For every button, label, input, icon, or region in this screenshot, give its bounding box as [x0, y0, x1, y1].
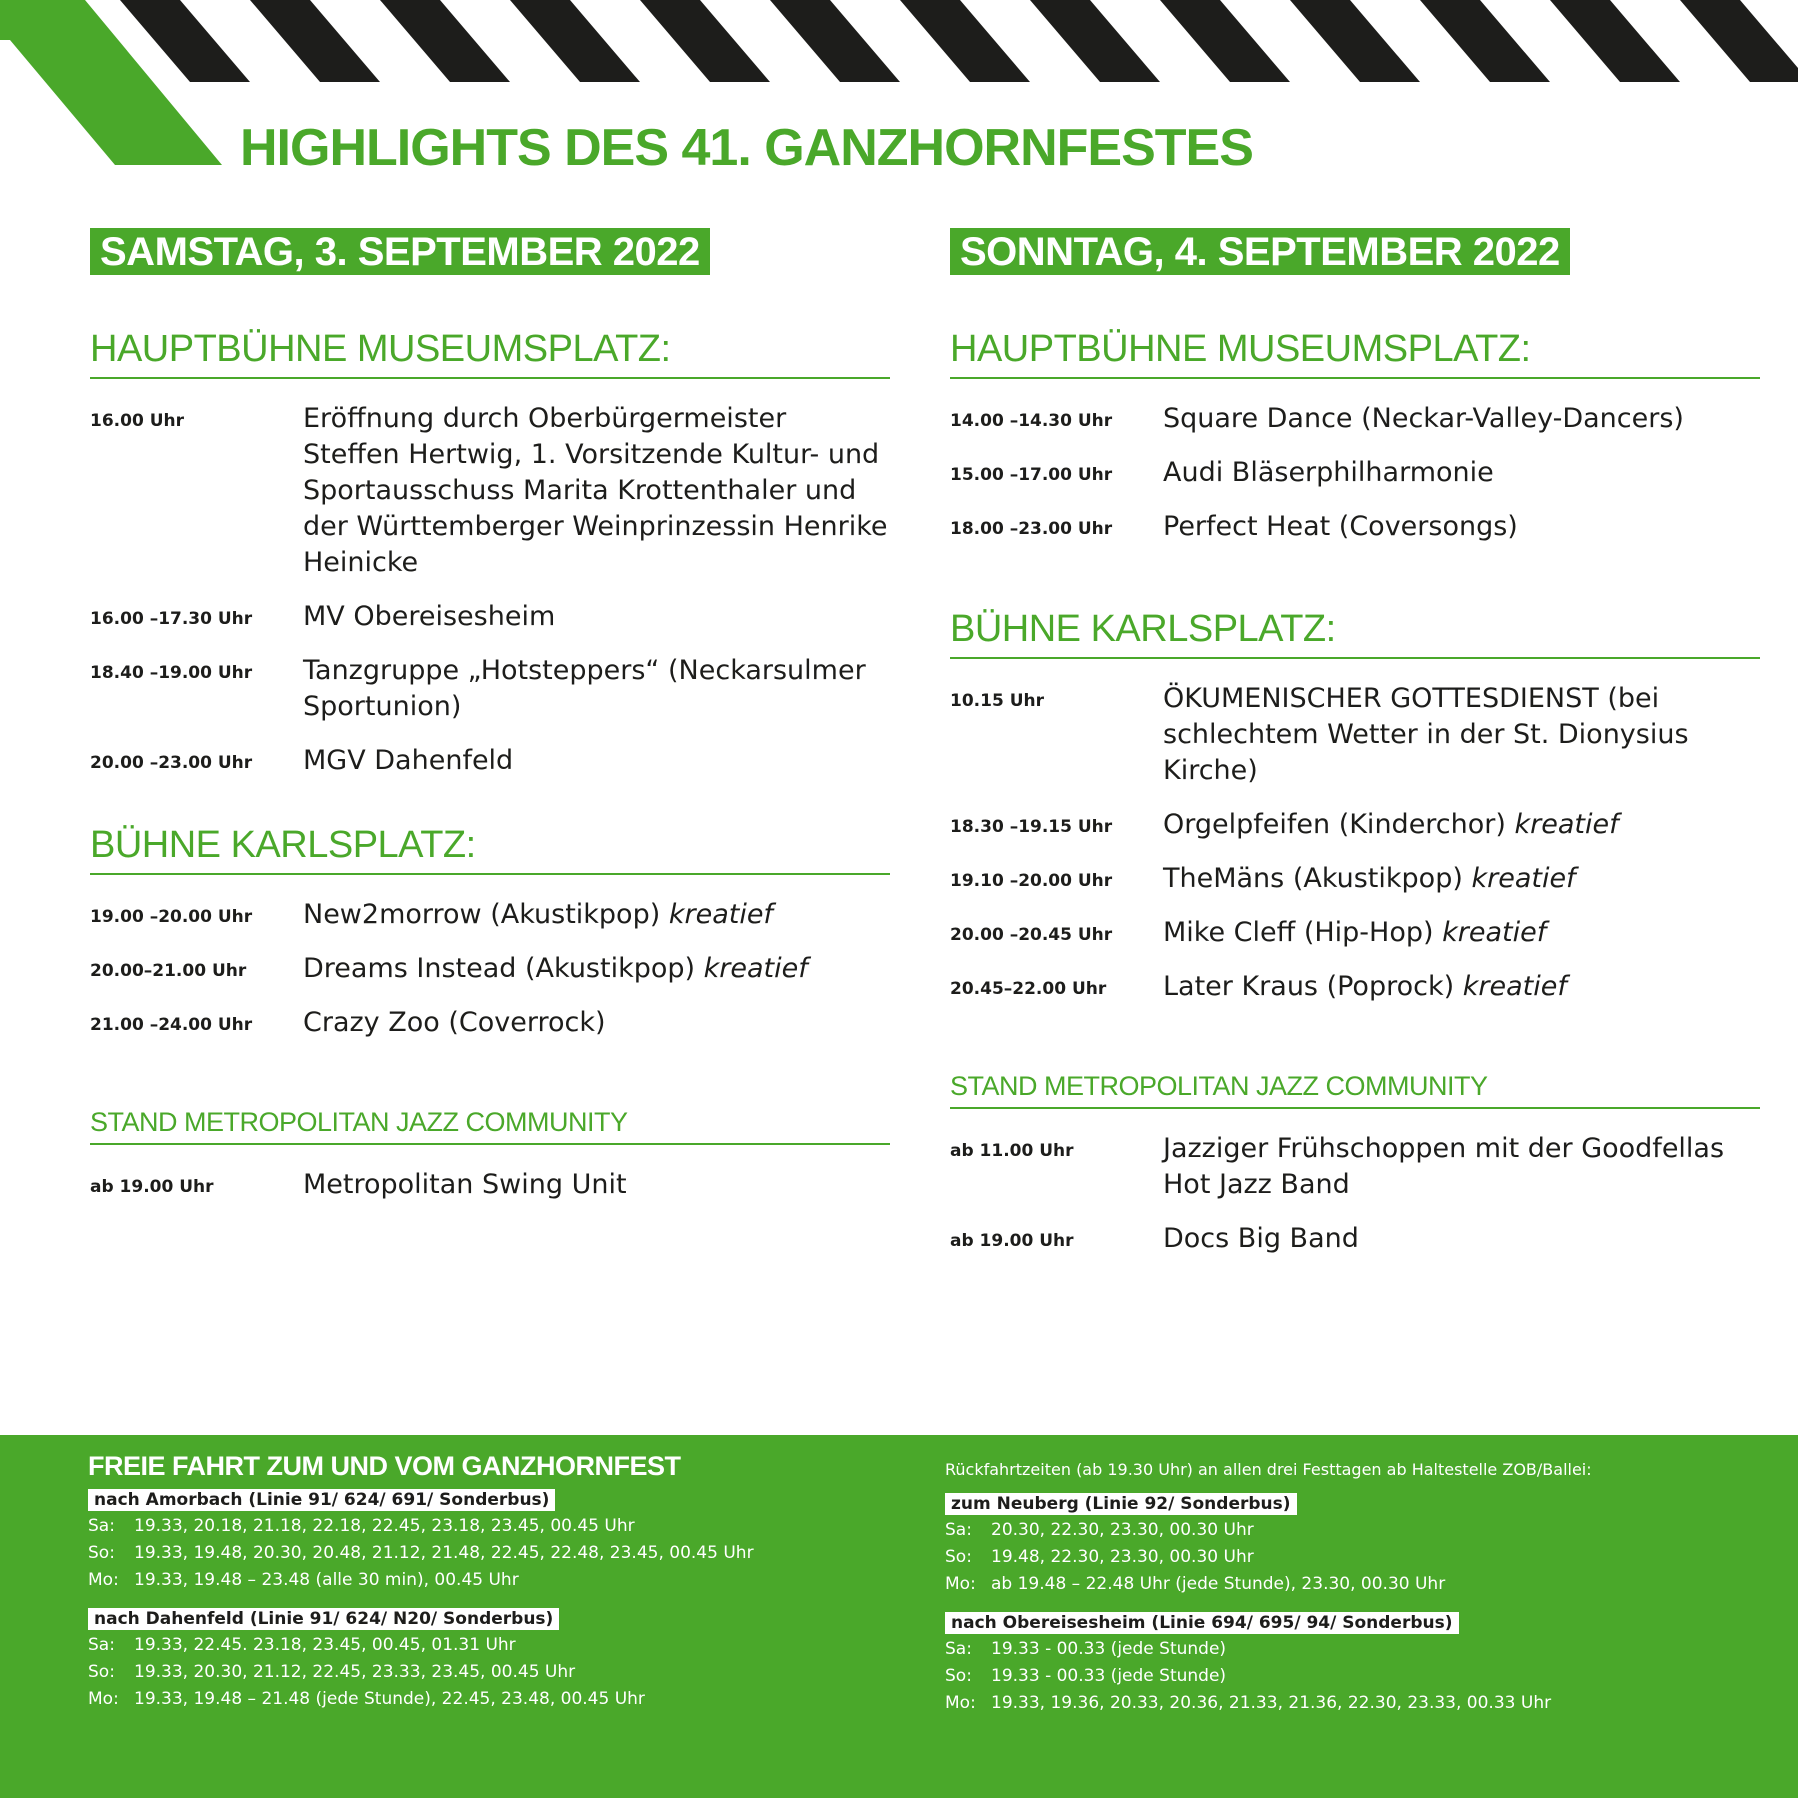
route-neuberg [945, 1493, 1775, 1598]
times: 19.33 - 00.33 (jede Stunde) [991, 1666, 1227, 1686]
timetable-row [88, 1567, 928, 1594]
venue-karlsplatz-so [950, 607, 1760, 1005]
day-label: Mo: [945, 1693, 976, 1713]
times: 19.33, 20.30, 21.12, 22.45, 23.33, 23.45, 00.45 Uhr [134, 1662, 576, 1682]
timetable-row [88, 1686, 928, 1713]
day-label: So: [88, 1662, 115, 1682]
timetable-row [88, 1659, 928, 1686]
day-label: Mo: [88, 1689, 119, 1709]
event-desc: MGV Dahenfeld [303, 745, 514, 776]
timetable-row [88, 1540, 928, 1567]
event-time: 18.30 –19.15 Uhr [950, 817, 1113, 837]
transport-section [0, 1435, 1798, 1798]
event-row [950, 681, 1760, 789]
venue-jazz-so [950, 1069, 1760, 1257]
kreatief-tag: kreatief [703, 953, 808, 984]
event-time: ab 11.00 Uhr [950, 1141, 1074, 1161]
event-desc: ÖKUMENISCHER GOTTESDIENST (bei schlechtem Wetter in der St. Dionysius Kirche) [1163, 683, 1689, 786]
event-desc: Metropolitan Swing Unit [303, 1169, 627, 1200]
day-label: So: [945, 1666, 972, 1686]
times: 19.33 - 00.33 (jede Stunde) [991, 1639, 1227, 1659]
kreatief-tag: kreatief [1462, 971, 1567, 1002]
event-desc-wrap [1163, 915, 1546, 951]
page-title: HIGHLIGHTS DES 41. GANZHORNFESTES [240, 119, 1253, 177]
event-desc-wrap [303, 897, 773, 933]
event-row [950, 969, 1760, 1005]
event-row [90, 1005, 890, 1041]
event-desc: Crazy Zoo (Coverrock) [303, 1007, 606, 1038]
timetable-row [945, 1636, 1775, 1663]
times: 19.33, 19.48 – 23.48 (alle 30 min), 00.45 Uhr [134, 1570, 519, 1590]
route-obereisesheim [945, 1612, 1775, 1717]
event-row [950, 861, 1760, 897]
saturday-column [90, 228, 890, 1221]
times: ab 19.48 – 22.48 Uhr (jede Stunde), 23.30, 00.30 Uhr [991, 1574, 1446, 1594]
event-desc: Perfect Heat (Coversongs) [1163, 511, 1518, 542]
route-label: nach Dahenfeld (Linie 91/ 624/ N20/ Sonderbus) [88, 1608, 559, 1630]
event-row [90, 951, 890, 987]
event-row [90, 653, 890, 725]
venue-hauptbuehne-sa [90, 327, 890, 779]
event-time: 18.00 –23.00 Uhr [950, 519, 1113, 539]
day-label: Mo: [88, 1570, 119, 1590]
venue-title: BÜHNE KARLSPLATZ: [950, 607, 1760, 659]
stripe-bars [120, 0, 1798, 82]
day-label: Sa: [945, 1639, 972, 1659]
timetable-row [88, 1513, 928, 1540]
venue-title: BÜHNE KARLSPLATZ: [90, 823, 890, 875]
event-desc-wrap [1163, 969, 1567, 1005]
times: 19.33, 19.48, 20.30, 20.48, 21.12, 21.48, 22.45, 22.48, 23.45, 00.45 Uhr [134, 1543, 754, 1563]
kreatief-tag: kreatief [1442, 917, 1547, 948]
timetable-row [945, 1517, 1775, 1544]
event-time: 16.00 Uhr [90, 411, 184, 431]
event-time: ab 19.00 Uhr [90, 1177, 214, 1197]
route-label: nach Obereisesheim (Linie 694/ 695/ 94/ Sonderbus) [945, 1612, 1459, 1634]
event-time: 20.00–21.00 Uhr [90, 961, 247, 981]
venue-title: HAUPTBÜHNE MUSEUMSPLATZ: [950, 327, 1760, 379]
event-row [90, 401, 890, 581]
day-label: So: [945, 1547, 972, 1567]
times: 19.33, 22.45. 23.18, 23.45, 00.45, 01.31 Uhr [134, 1635, 516, 1655]
return-note: Rückfahrtzeiten (ab 19.30 Uhr) an allen drei Festtagen ab Haltestelle ZOB/Ballei: [945, 1460, 1592, 1479]
route-label: zum Neuberg (Linie 92/ Sonderbus) [945, 1493, 1297, 1515]
event-desc: Mike Cleff (Hip-Hop) [1163, 917, 1434, 948]
event-desc: Dreams Instead (Akustikpop) [303, 953, 696, 984]
transport-left [88, 1449, 928, 1727]
timetable-row [945, 1571, 1775, 1598]
venue-karlsplatz-sa [90, 823, 890, 1041]
transport-right [945, 1449, 1775, 1731]
sunday-header: SONNTAG, 4. SEPTEMBER 2022 [950, 228, 1570, 275]
times: 19.33, 19.36, 20.33, 20.36, 21.33, 21.36, 22.30, 23.33, 00.33 Uhr [991, 1693, 1552, 1713]
event-desc: Audi Bläserphilharmonie [1163, 457, 1494, 488]
day-label: Mo: [945, 1574, 976, 1594]
times: 20.30, 22.30, 23.30, 00.30 Uhr [991, 1520, 1254, 1540]
event-time: 19.10 –20.00 Uhr [950, 871, 1113, 891]
route-dahenfeld [88, 1608, 928, 1713]
event-row [950, 1221, 1760, 1257]
event-time: 15.00 –17.00 Uhr [950, 465, 1113, 485]
event-row [90, 743, 890, 779]
timetable-row [945, 1544, 1775, 1571]
event-row [90, 897, 890, 933]
day-label: Sa: [945, 1520, 972, 1540]
event-row [950, 509, 1760, 545]
venue-title: STAND METROPOLITAN JAZZ COMMUNITY [90, 1105, 890, 1145]
event-desc: Jazziger Frühschoppen mit der Goodfellas Hot Jazz Band [1163, 1133, 1725, 1200]
saturday-header: SAMSTAG, 3. SEPTEMBER 2022 [90, 228, 710, 275]
event-desc-wrap [303, 951, 808, 987]
event-row [950, 1131, 1760, 1203]
event-desc: Square Dance (Neckar-Valley-Dancers) [1163, 403, 1684, 434]
route-amorbach [88, 1489, 928, 1594]
kreatief-tag: kreatief [668, 899, 773, 930]
event-time: 20.00 –23.00 Uhr [90, 753, 253, 773]
transport-title: FREIE FAHRT ZUM UND VOM GANZHORNFEST [88, 1451, 681, 1481]
event-row [950, 915, 1760, 951]
event-row [950, 401, 1760, 437]
times: 19.33, 19.48 – 21.48 (jede Stunde), 22.45, 23.48, 00.45 Uhr [134, 1689, 645, 1709]
kreatief-tag: kreatief [1514, 809, 1619, 840]
event-desc: Docs Big Band [1163, 1223, 1359, 1254]
event-desc: Eröffnung durch Oberbürgermeister Steffen Hertwig, 1. Vorsitzende Kultur- und Sportausschuss Marita Krottenthaler und der Württemberger Weinprinzessin Henrike Heinicke [303, 403, 888, 578]
timetable-row [88, 1632, 928, 1659]
event-row [950, 455, 1760, 491]
event-time: 10.15 Uhr [950, 691, 1044, 711]
route-label: nach Amorbach (Linie 91/ 624/ 691/ Sonderbus) [88, 1489, 555, 1511]
day-label: Sa: [88, 1635, 115, 1655]
times: 19.48, 22.30, 23.30, 00.30 Uhr [991, 1547, 1254, 1567]
timetable-row [945, 1690, 1775, 1717]
event-time: 18.40 –19.00 Uhr [90, 663, 253, 683]
event-row [90, 1167, 890, 1203]
sunday-column [950, 228, 1760, 1275]
event-desc: Orgelpfeifen (Kinderchor) [1163, 809, 1506, 840]
day-label: Sa: [88, 1516, 115, 1536]
event-time: ab 19.00 Uhr [950, 1231, 1074, 1251]
times: 19.33, 20.18, 21.18, 22.18, 22.45, 23.18, 23.45, 00.45 Uhr [134, 1516, 635, 1536]
day-label: So: [88, 1543, 115, 1563]
event-desc: Later Kraus (Poprock) [1163, 971, 1455, 1002]
event-desc: MV Obereisesheim [303, 601, 556, 632]
kreatief-tag: kreatief [1471, 863, 1576, 894]
event-time: 14.00 –14.30 Uhr [950, 411, 1113, 431]
venue-title: HAUPTBÜHNE MUSEUMSPLATZ: [90, 327, 890, 379]
timetable-row [945, 1663, 1775, 1690]
event-desc: TheMäns (Akustikpop) [1163, 863, 1463, 894]
event-desc: New2morrow (Akustikpop) [303, 899, 661, 930]
venue-hauptbuehne-so [950, 327, 1760, 545]
event-time: 19.00 –20.00 Uhr [90, 907, 253, 927]
event-row [950, 807, 1760, 843]
event-desc-wrap [1163, 861, 1576, 897]
event-time: 20.00 –20.45 Uhr [950, 925, 1113, 945]
venue-title: STAND METROPOLITAN JAZZ COMMUNITY [950, 1069, 1760, 1109]
event-desc-wrap [1163, 807, 1619, 843]
event-row [90, 599, 890, 635]
venue-jazz-sa [90, 1105, 890, 1203]
event-desc: Tanzgruppe „Hotsteppers“ (Neckarsulmer Sportunion) [303, 655, 866, 722]
event-time: 20.45–22.00 Uhr [950, 979, 1107, 999]
event-time: 16.00 –17.30 Uhr [90, 609, 253, 629]
event-time: 21.00 –24.00 Uhr [90, 1015, 253, 1035]
